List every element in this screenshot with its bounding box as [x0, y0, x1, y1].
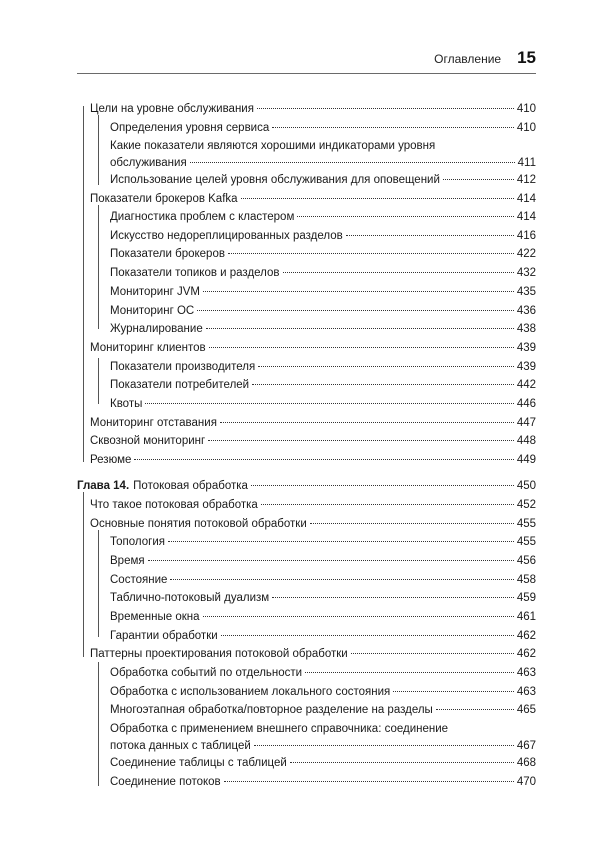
toc-entry[interactable]: Показатели топиков и разделов 432: [110, 267, 536, 279]
toc-entry[interactable]: Что такое потоковая обработка 452: [90, 499, 536, 511]
toc-entry[interactable]: Использование целей уровня обслуживания для оповещений 412: [110, 174, 536, 186]
toc-entry[interactable]: Время 456: [110, 555, 536, 567]
toc-entry[interactable]: Показатели производителя 439: [110, 361, 536, 373]
running-header-title: Оглавление: [434, 52, 502, 66]
tree-line: [98, 205, 99, 329]
tree-line: [98, 530, 99, 637]
chapter-label: Глава 14.: [77, 480, 130, 492]
tree-line: [98, 662, 99, 786]
tree-line: [98, 358, 99, 404]
tree-line: [83, 106, 84, 462]
toc-chapter-entry[interactable]: Глава 14. Потоковая обработка 450: [77, 478, 536, 495]
toc-entry[interactable]: Паттерны проектирования потоковой обработки 462: [90, 648, 536, 660]
toc-entry[interactable]: Состояние 458: [110, 574, 536, 586]
tree-line: [98, 115, 99, 185]
toc-entry[interactable]: Обработка с применением внешнего справочника: соединение потока данных с таблицей 467: [110, 723, 536, 752]
toc-entry[interactable]: Журналирование 438: [110, 323, 536, 335]
toc-entry[interactable]: Показатели брокеров Kafka 414: [90, 193, 536, 205]
toc-entry[interactable]: Соединение потоков 470: [110, 776, 536, 788]
toc-entry[interactable]: Искусство недореплицированных разделов 416: [110, 230, 536, 242]
toc-entry[interactable]: Определения уровня сервиса 410: [110, 122, 536, 134]
toc-entry[interactable]: Соединение таблицы с таблицей 468: [110, 757, 536, 769]
tree-line: [83, 492, 84, 657]
toc-entry[interactable]: Мониторинг JVM 435: [110, 286, 536, 298]
toc-entry[interactable]: Обработка событий по отдельности 463: [110, 667, 536, 679]
toc-entry[interactable]: Сквозной мониторинг 448: [90, 435, 536, 447]
toc-entry[interactable]: Резюме 449: [90, 454, 536, 466]
toc-entry[interactable]: Мониторинг клиентов 439: [90, 342, 536, 354]
toc-entry[interactable]: Топология 455: [110, 536, 536, 548]
toc-entry[interactable]: Диагностика проблем с кластером 414: [110, 211, 536, 223]
toc-entry[interactable]: Основные понятия потоковой обработки 455: [90, 518, 536, 530]
toc-entry[interactable]: Гарантии обработки 462: [110, 630, 536, 642]
toc-entry[interactable]: Показатели потребителей 442: [110, 379, 536, 391]
toc-entry[interactable]: Цели на уровне обслуживания 410: [90, 103, 536, 115]
toc-entry[interactable]: Обработка с использованием локального состояния 463: [110, 686, 536, 698]
toc-entry[interactable]: Многоэтапная обработка/повторное разделение на разделы 465: [110, 704, 536, 716]
page-number: 15: [517, 48, 536, 67]
toc-entry[interactable]: Временные окна 461: [110, 611, 536, 623]
toc-entry[interactable]: Квоты 446: [110, 398, 536, 410]
toc-entry[interactable]: Мониторинг отставания 447: [90, 417, 536, 429]
toc-entry[interactable]: Какие показатели являются хорошими индикаторами уровня обслуживания 411: [110, 140, 536, 169]
toc-entry[interactable]: Мониторинг ОС 436: [110, 305, 536, 317]
toc-entry[interactable]: Показатели брокеров 422: [110, 248, 536, 260]
toc-entry[interactable]: Таблично-потоковый дуализм 459: [110, 592, 536, 604]
